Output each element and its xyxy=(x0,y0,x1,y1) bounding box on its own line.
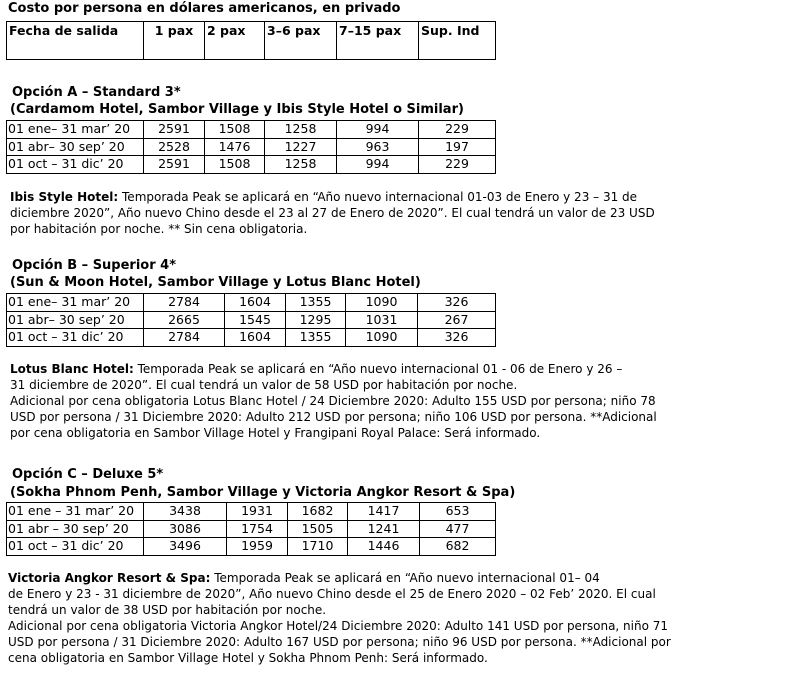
note-line: Temporada Peak se aplicará en “Año nuevo internacional 01– 04 xyxy=(210,571,600,585)
option-b-table xyxy=(6,293,496,347)
price-cell: 1604 xyxy=(225,329,286,347)
price-cell: 1931 xyxy=(227,503,288,521)
note-line: Temporada Peak se aplicará en “Año nuevo internacional 01-03 de Enero y 23 – 31 de xyxy=(118,190,638,204)
option-c-hotels: (Sokha Phnom Penh, Sambor Village y Victoria Angkor Resort & Spa) xyxy=(10,485,516,500)
note-line: Adicional por cena obligatoria Victoria Angkor Hotel/24 Diciembre 2020: Adulto 141 USD por persona, niño 71 xyxy=(8,619,669,633)
price-cell: 1959 xyxy=(227,538,288,556)
note-line: USD por persona / 31 Diciembre 2020: Adulto 212 USD por persona; niño 106 USD por persona. **Adicional xyxy=(10,410,657,424)
price-cell: 3496 xyxy=(144,538,227,556)
date-cell: 01 oct – 31 dic’ 20 xyxy=(7,156,144,174)
note-line: 31 diciembre de 2020”. El cual tendrá un valor de 58 USD por habitación por noche. xyxy=(10,378,518,392)
note-line: por cena obligatoria en Sambor Village Hotel y Frangipani Royal Palace: Será informado. xyxy=(10,426,541,440)
date-cell: 01 abr– 30 sep’ 20 xyxy=(7,311,144,329)
note-label: Victoria Angkor Resort & Spa: xyxy=(8,571,211,585)
header-cell: 2 pax xyxy=(205,22,265,60)
date-cell: 01 ene – 31 mar’ 20 xyxy=(7,503,144,521)
price-cell: 1258 xyxy=(265,121,337,139)
price-cell: 2528 xyxy=(144,138,205,156)
price-cell: 197 xyxy=(419,138,496,156)
table-row xyxy=(7,520,496,538)
table-row xyxy=(7,156,496,174)
price-cell: 1031 xyxy=(346,311,418,329)
date-cell: 01 oct – 31 dic’ 20 xyxy=(7,538,144,556)
price-cell: 2591 xyxy=(144,156,205,174)
price-cell: 1710 xyxy=(288,538,348,556)
price-cell: 1604 xyxy=(225,294,286,312)
price-cell: 2665 xyxy=(144,311,225,329)
note-line: tendrá un valor de 38 USD por habitación por noche. xyxy=(8,603,327,617)
header-table xyxy=(6,21,496,60)
price-cell: 1505 xyxy=(288,520,348,538)
price-cell: 653 xyxy=(420,503,496,521)
price-cell: 1258 xyxy=(265,156,337,174)
price-cell: 1446 xyxy=(348,538,420,556)
price-cell: 1682 xyxy=(288,503,348,521)
price-cell: 229 xyxy=(419,121,496,139)
option-b-note xyxy=(10,361,800,441)
option-b-hotels: (Sun & Moon Hotel, Sambor Village y Lotus Blanc Hotel) xyxy=(10,275,421,290)
price-cell: 3086 xyxy=(144,520,227,538)
price-cell: 994 xyxy=(337,156,419,174)
price-cell: 2591 xyxy=(144,121,205,139)
note-line: Adicional por cena obligatoria Lotus Blanc Hotel / 24 Diciembre 2020: Adulto 155 USD por persona; niño 78 xyxy=(10,394,656,408)
table-row xyxy=(7,138,496,156)
price-cell: 1241 xyxy=(348,520,420,538)
option-c-note xyxy=(8,570,798,666)
note-line: por habitación por noche. ** Sin cena obligatoria. xyxy=(10,222,308,236)
price-cell: 682 xyxy=(420,538,496,556)
date-cell: 01 oct – 31 dic’ 20 xyxy=(7,329,144,347)
price-cell: 994 xyxy=(337,121,419,139)
price-cell: 1355 xyxy=(286,329,346,347)
price-cell: 229 xyxy=(419,156,496,174)
price-cell: 963 xyxy=(337,138,419,156)
price-cell: 477 xyxy=(420,520,496,538)
option-a-note xyxy=(10,189,800,237)
note-line: USD por persona / 31 Diciembre 2020: Adulto 167 USD por persona; niño 96 USD por persona. **Adicional por xyxy=(8,635,671,649)
header-cell: 1 pax xyxy=(144,22,205,60)
price-cell: 326 xyxy=(418,329,496,347)
header-cell: Fecha de salida xyxy=(7,22,144,60)
price-cell: 3438 xyxy=(144,503,227,521)
price-cell: 1476 xyxy=(205,138,265,156)
table-row xyxy=(7,329,496,347)
header-cell: 3–6 pax xyxy=(265,22,337,60)
date-cell: 01 abr– 30 sep’ 20 xyxy=(7,138,144,156)
header-cell: Sup. Ind xyxy=(419,22,496,60)
price-cell: 2784 xyxy=(144,294,225,312)
table-row xyxy=(7,121,496,139)
table-row xyxy=(7,538,496,556)
table-row xyxy=(7,294,496,312)
date-cell: 01 ene– 31 mar’ 20 xyxy=(7,121,144,139)
note-line: cena obligatoria en Sambor Village Hotel y Sokha Phnom Penh: Será informado. xyxy=(8,651,488,665)
note-label: Ibis Style Hotel: xyxy=(10,190,119,204)
note-line: de Enero y 23 - 31 diciembre de 2020”, Año nuevo Chino desde el 25 de Enero 2020 – 02 Feb’ 2020. El cual xyxy=(8,587,656,601)
date-cell: 01 abr – 30 sep’ 20 xyxy=(7,520,144,538)
option-a-hotels: (Cardamom Hotel, Sambor Village y Ibis Style Hotel o Similar) xyxy=(10,102,464,117)
note-line: Temporada Peak se aplicará en “Año nuevo internacional 01 - 06 de Enero y 26 – xyxy=(133,362,623,376)
note-line: diciembre 2020”, Año nuevo Chino desde el 23 al 27 de Enero de 2020”. El cual tendrá un valor de 23 USD xyxy=(10,206,655,220)
price-cell: 1227 xyxy=(265,138,337,156)
date-cell: 01 ene– 31 mar’ 20 xyxy=(7,294,144,312)
option-c-heading: Opción C – Deluxe 5* xyxy=(12,467,164,482)
table-row xyxy=(7,503,496,521)
price-cell: 1508 xyxy=(205,156,265,174)
price-cell: 1090 xyxy=(346,294,418,312)
document-title: Costo por persona en dólares americanos, en privado xyxy=(8,1,401,16)
price-cell: 1508 xyxy=(205,121,265,139)
price-cell: 326 xyxy=(418,294,496,312)
header-row xyxy=(7,22,496,60)
price-cell: 1545 xyxy=(225,311,286,329)
price-cell: 1355 xyxy=(286,294,346,312)
header-cell: 7–15 pax xyxy=(337,22,419,60)
price-cell: 267 xyxy=(418,311,496,329)
option-b-heading: Opción B – Superior 4* xyxy=(12,258,177,273)
price-cell: 1090 xyxy=(346,329,418,347)
note-label: Lotus Blanc Hotel: xyxy=(10,362,134,376)
price-cell: 1754 xyxy=(227,520,288,538)
option-c-table xyxy=(6,502,496,556)
option-a-table xyxy=(6,120,496,174)
price-cell: 2784 xyxy=(144,329,225,347)
table-row xyxy=(7,311,496,329)
price-cell: 1295 xyxy=(286,311,346,329)
option-a-heading: Opción A – Standard 3* xyxy=(12,85,181,100)
price-cell: 1417 xyxy=(348,503,420,521)
